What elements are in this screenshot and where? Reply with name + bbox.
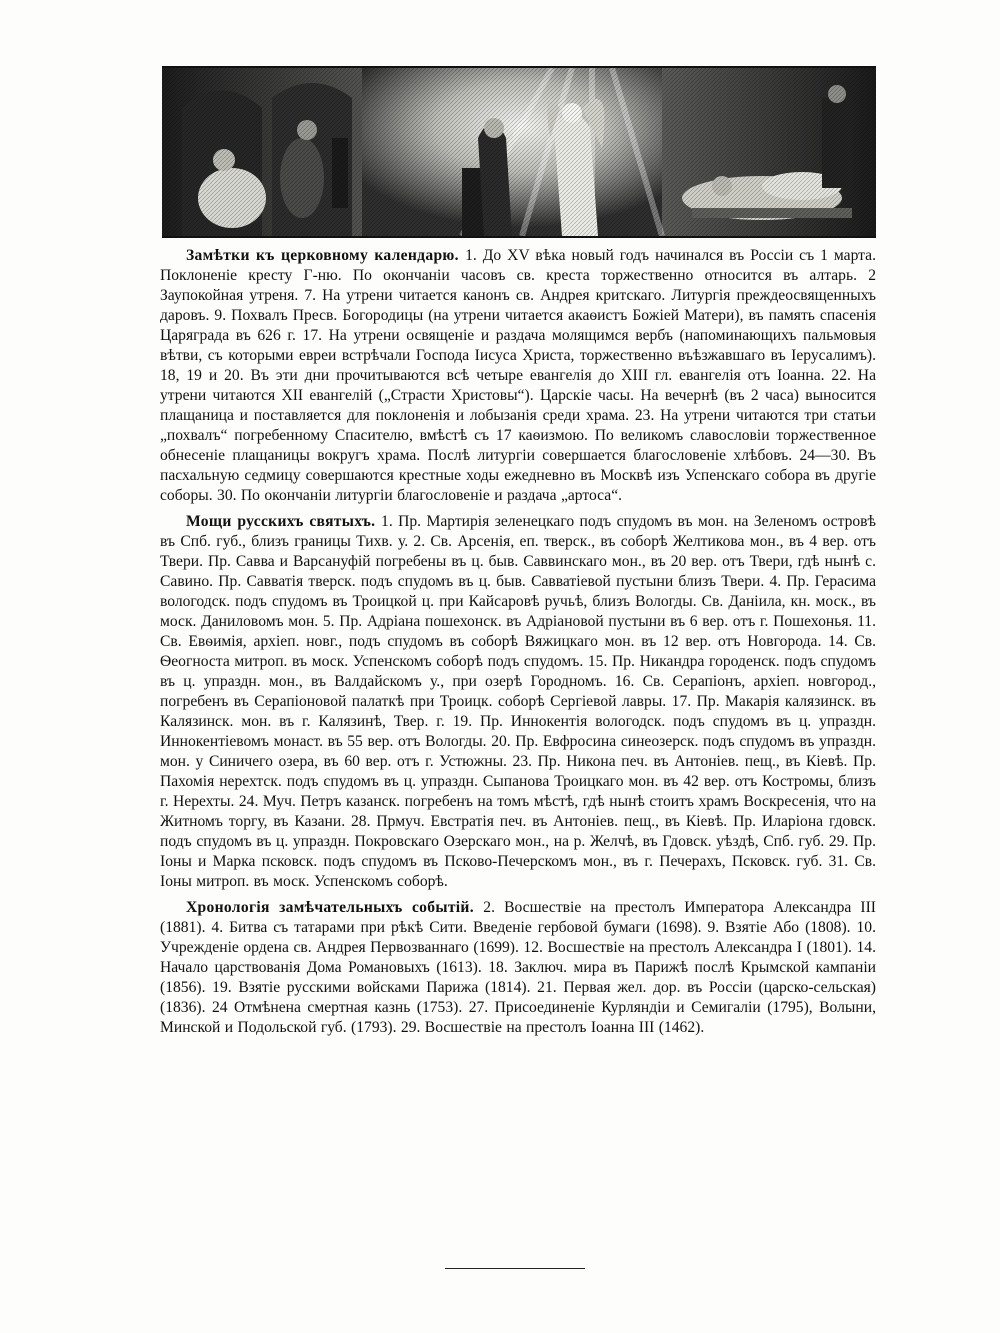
engraving-illustration [162, 68, 876, 236]
church-calendar-notes-paragraph [160, 246, 876, 506]
chronology-heading: Хронологія замѣчательныхъ событій. [186, 899, 484, 916]
church-calendar-notes-body: 1. До XV вѣка новый годъ начинался въ Россіи съ 1 марта. Поклоненіе кресту Г-ню. По окончаніи часовъ св. креста торжественно относится въ алтарь. 2 Заупокойная утреня. 7. На утрени читается канонъ св. Андрея критскаго. Литургія преждеосвященныхъ даровъ. 9. Похвалъ Пресв. Богородицы (на утрени читается акаѳистъ Божіей Матери), въ память спасенія Царяграда въ 626 г. 17. На утрени освященіе и раздача молящимся вербъ (напоминающихъ пальмовыя вѣтви, съ которыми евреи встрѣчали Господа Іисуса Христа, торжественно въѣзжавшаго въ Іерусалимъ). 18, 19 и 20. Въ эти дни прочитываются всѣ четыре евангелія до XIII гл. евангелія отъ Іоанна. 22. На утрени читаются XII евангелій („Страсти Христовы“). Царскіе часы. На вечернѣ (въ 2 часа) выносится плащаница и поставляется для поклоненія и лобызанія среди храма. 23. На утрени читаются три статьи „похвалъ“ погребенному Спасителю, вмѣстѣ съ 17 каѳизмою. По великомъ славословіи торжественное обнесеніе плащаницы вокругъ храма. Послѣ литургіи совершается благословеніе хлѣбовъ. 24—30. Въ пасхальную седмицу совершаются крестные ходы ежедневно въ Москвѣ изъ Успенскаго собора въ другіе соборы. 30. По окончаніи литургіи благословеніе и раздача „артоса“. [160, 247, 876, 504]
chronology-body: 2. Восшествіе на престолъ Императора Александра III (1881). 4. Битва съ татарами при рѣкѣ Сити. Введеніе гербовой бумаги (1698). 9. Взятіе Або (1808). 10. Учрежденіе ордена св. Андрея Первозваннаго (1699). 12. Восшествіе на престолъ Александра I (1801). 14. Начало царствованія Дома Романовыхъ (1613). 18. Заключ. мира въ Парижѣ послѣ Крымской кампаніи (1856). 19. Взятіе русскими войсками Парижа (1814). 21. Первая жел. дор. въ Россіи (царско-сельская) (1836). 24 Отмѣнена смертная казнь (1753). 27. Присоединеніе Курляндіи и Семигаліи (1795), Волыни, Минской и Подольской губ. (1793). 29. Восшествіе на престолъ Іоанна III (1462). [160, 899, 876, 1036]
chronology-paragraph [160, 898, 876, 1038]
relics-of-saints-body: 1. Пр. Мартирія зеленецкаго подъ спудомъ въ мон. на Зеленомъ островѣ въ Спб. губ., близъ границы Тихв. у. 2. Св. Арсенія, еп. тверск., въ соборѣ Желтикова мон., въ 4 вер. отъ Твери. Пр. Савва и Варсануфій погребены въ ц. быв. Саввинскаго мон., въ 20 вер. отъ Твери, гдѣ нынѣ с. Савино. Пр. Савватія тверск. подъ спудомъ въ ц. быв. Савватіевой пустыни близъ Твери. 4. Пр. Герасима вологодск. подъ спудомъ въ Троицкой ц. при Кайсаровѣ ручьѣ, близъ Вологды. Св. Даніила, кн. моск., въ моск. Даниловомъ мон. 5. Пр. Адріана пошехонск. въ Адріановой пустыни въ 6 вер. отъ г. Пошехонья. 11. Св. Евѳимія, архіеп. новг., подъ спудомъ въ соборѣ Вяжицкаго мон. въ 12 вер. отъ Новгорода. 14. Св. Ѳеогноста митроп. въ моск. Успенскомъ соборѣ подъ спудомъ. 15. Пр. Никандра городенск. подъ спудомъ въ ц. упраздн. мон., въ Валдайскомъ у., при озерѣ Городномъ. 16. Св. Серапіонъ, архіеп. новгород., погребенъ въ Серапіоновой палаткѣ при Троицк. соборѣ Сергіевой лавры. 17. Пр. Макарія калязинск. въ Калязинск. мон. въ г. Калязинѣ, Твер. г. 19. Пр. Иннокентія вологодск. подъ спудомъ въ ц. упраздн. Иннокентіевомъ монаст. въ 55 вер. отъ Вологды. 20. Пр. Евфросина синеозерск. подъ спудомъ въ упраздн. мон. у Синичего озера, въ 60 вер. отъ г. Устюжны. 23. Пр. Никона печ. въ Антоніев. пещ., въ Кіевѣ. Пр. Пахомія нерехтск. подъ спудомъ въ ц. упраздн. Сыпанова Троицкаго мон. въ 42 вер. отъ Костромы, близъ г. Нерехты. 24. Муч. Петръ казанск. погребенъ на томъ мѣстѣ, гдѣ нынѣ стоитъ храмъ Воскресенія, что на Житномъ торгу, въ Казани. 28. Прмуч. Евстратія печ. въ Антоніев. пещ., въ Кіевѣ. Пр. Иларіона гдовск. подъ спудомъ въ ц. упраздн. Покровскаго Озерскаго мон., на р. Желчѣ, въ Гдовск. уѣздѣ, Спб. губ. 29. Пр. Іоны и Марка псковск. подъ спудомъ въ Псково-Печерскомъ мон., въ г. Печерахъ, Псковск. губ. 31. Св. Іоны митроп. въ моск. Успенскомъ соборѣ. [160, 513, 876, 890]
church-scenes-engraving [162, 66, 876, 238]
closing-divider [445, 1268, 585, 1269]
relics-of-saints-paragraph [160, 512, 876, 892]
church-calendar-notes-heading: Замѣтки къ церковному календарю. [186, 247, 466, 264]
relics-of-saints-heading: Мощи русскихъ святыхъ. [186, 513, 382, 530]
calendar-notes-text [160, 246, 876, 1266]
